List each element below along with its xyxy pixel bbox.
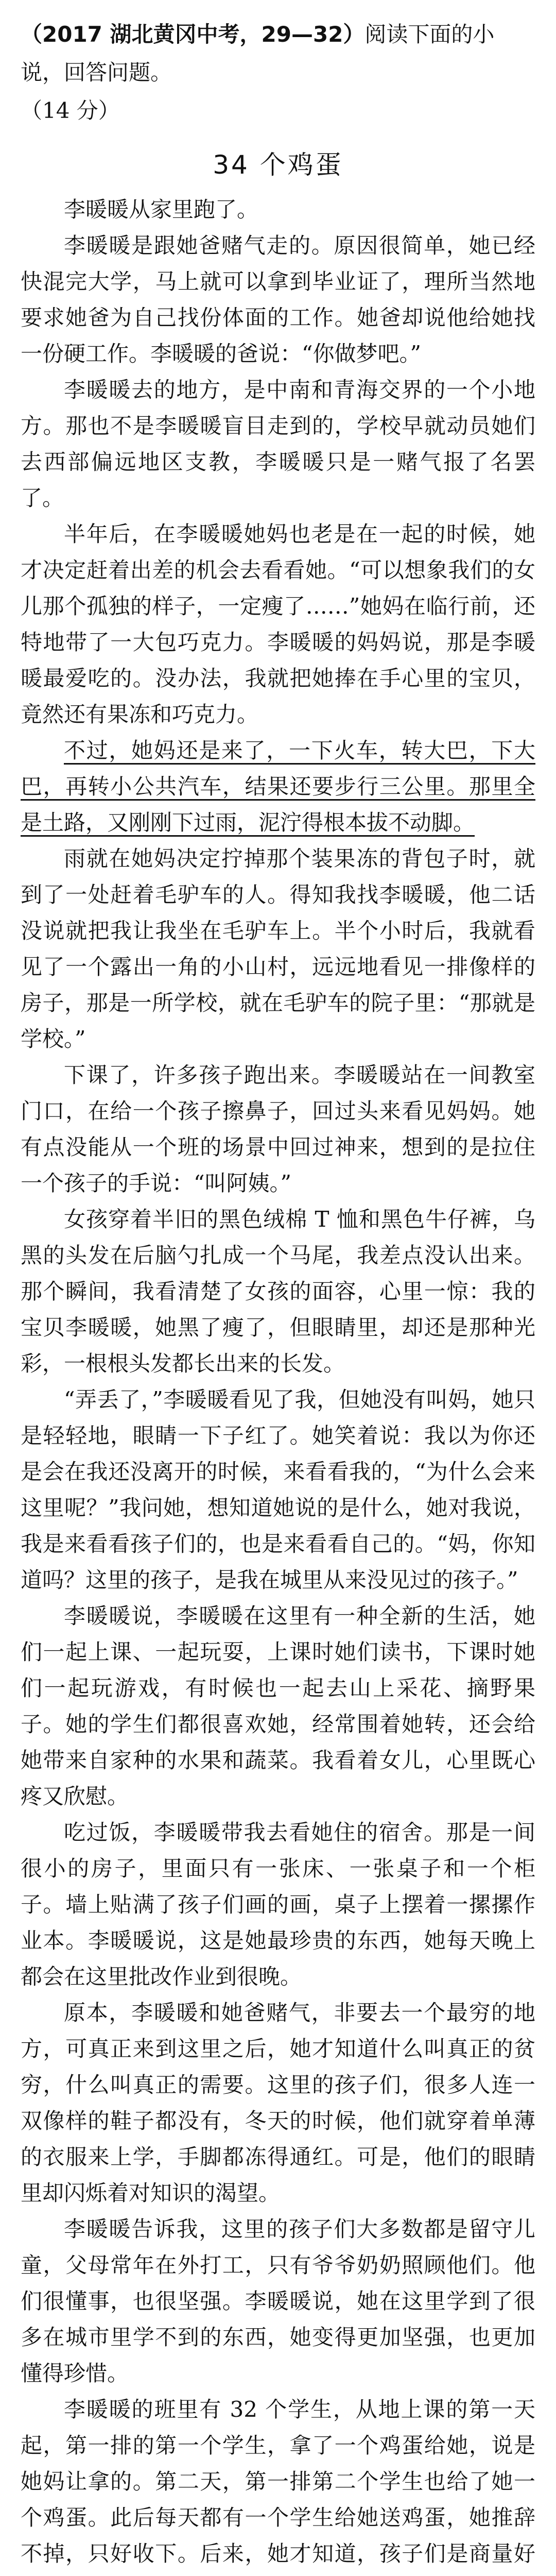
story-paragraph: 半年后，在李暖暖她妈也老是在一起的时候，她才决定赶着出差的机会去看看她。“可以想象我们的女儿那个孤独的样子，一定瘦了……”她妈在临行前，还特地带了一大包巧克力。李暖暖的妈妈说，那是李暖暖最爱吃的。没办法，我就把她捧在手心里的宝贝，竟然还有果冻和巧克力。 [21, 521, 535, 727]
story-paragraph: 雨就在她妈决定拧掉那个装果冻的背包子时，就到了一处赶着毛驴车的人。得知我找李暖暖，他二话没说就把我让我坐在毛驴车上。半个小时后，我就看见了一个露出一角的小山村，远远地看见一排像样的房子，那是一所学校，就在毛驴车的院子里：“那就是学校。” [21, 846, 535, 1052]
story-paragraph: 李暖暖说，李暖暖在这里有一种全新的生活，她们一起上课、一起玩耍，上课时她们读书，下课时她们一起玩游戏，有时候也一起去山上采花、摘野果子。她的学生们都很喜欢她，经常围着她转，还会给她带来自家种的水果和蔬菜。我看着女儿，心里既心疼又欣慰。 [21, 1603, 535, 1809]
story-paragraph-underlined [21, 733, 535, 841]
story-paragraph: 李暖暖告诉我，这里的孩子们大多数都是留守儿童，父母常年在外打工，只有爷爷奶奶照顾他们。他们很懂事，也很坚强。李暖暖说，她在这里学到了很多在城市里学不到的东西，她变得更加坚强，也更加懂得珍惜。 [21, 2216, 535, 2386]
source-label: （2017 湖北黄冈中考，29—32） [21, 22, 365, 47]
story-paragraph: 李暖暖去的地方，是中南和青海交界的一个小地方。那也不是李暖暖盲目走到的，学校早就动员她们去西部偏远地区支教，李暖暖只是一赌气报了名罢了。 [21, 377, 535, 511]
story-paragraph: 李暖暖从家里跑了。 [64, 197, 259, 222]
story-paragraph: 女孩穿着半旧的黑色绒棉 T 恤和黑色牛仔裤，乌黑的头发在后脑勺扎成一个马尾，我差点没认出来。那个瞬间，我看清楚了女孩的面容，心里一惊：我的宝贝李暖暖，她黑了瘦了，但眼睛里，却还是那种光彩，一根根头发都长出来的长发。 [21, 1207, 535, 1376]
story-paragraph: 吃过饭，李暖暖带我去看她住的宿舍。那是一间很小的房子，里面只有一张床、一张桌子和一个柜子。墙上贴满了孩子们画的画，桌子上摆着一摞摞作业本。李暖暖说，这是她最珍贵的东西，她每天晚上都会在这里批改作业到很晚。 [21, 1820, 535, 1989]
story-paragraph: 原本，李暖暖和她爸赌气，非要去一个最穷的地方，可真正来到这里之后，她才知道什么叫真正的贫穷，什么叫真正的需要。这里的孩子们，很多人连一双像样的鞋子都没有，冬天的时候，他们就穿着单薄的衣服来上学，手脚都冻得通红。可是，他们的眼睛里却闪烁着对知识的渴望。 [21, 2000, 535, 2206]
score-label: （14 分） [21, 98, 120, 123]
underlined-sentence-1: 不过，她妈还是来了，一下火车，转大巴，下大巴，再转小公共汽车，结果还要步行三公里。那里全是土路，又刚刚下过雨，泥泞得根本拔不动脚。 [21, 738, 535, 835]
instruction-text: 阅读下面的小说，回答问题。 [21, 22, 495, 85]
story-paragraph: 下课了，许多孩子跑出来。李暖暖站在一间教室门口，在给一个孩子擦鼻子，回过头来看见妈妈。她有点没能从一个班的场景中回过神来，想到的是拉住一个孩子的手说：“叫阿姨。” [21, 1062, 535, 1196]
story-paragraph: 李暖暖是跟她爸赌气走的。原因很简单，她已经快混完大学，马上就可以拿到毕业证了，理所当然地要求她爸为自己找份体面的工作。她爸却说他给她找一份硬工作。李暖暖的爸说：“你做梦吧。” [21, 233, 535, 366]
question-source [21, 15, 535, 92]
story-paragraph: 李暖暖的班里有 32 个学生，从地上课的第一天起，第一排的第一个学生，拿了一个鸡蛋给她，说是她妈让拿的。第二天，第一排第二个学生也给了她一个鸡蛋。此后每天都有一个学生给她送鸡蛋，她推辞不掉，只好收下。后来，她才知道，孩子们是商量好 [21, 2397, 535, 2566]
story-paragraph: “弄丢了，”李暖暖看见了我，但她没有叫妈，她只是轻轻地，眼睛一下子红了。她笑着说：我以为你还是会在我还没离开的时候，来看看我的，“为什么会来这里呢？”我问她，想知道她说的是什么，她对我说，我是来看看孩子们的，也是来看看自己的。“妈，你知道吗？这里的孩子，是我在城里从来没见过的孩子。” [21, 1387, 535, 1592]
story-title: 34 个鸡蛋 [213, 150, 343, 180]
